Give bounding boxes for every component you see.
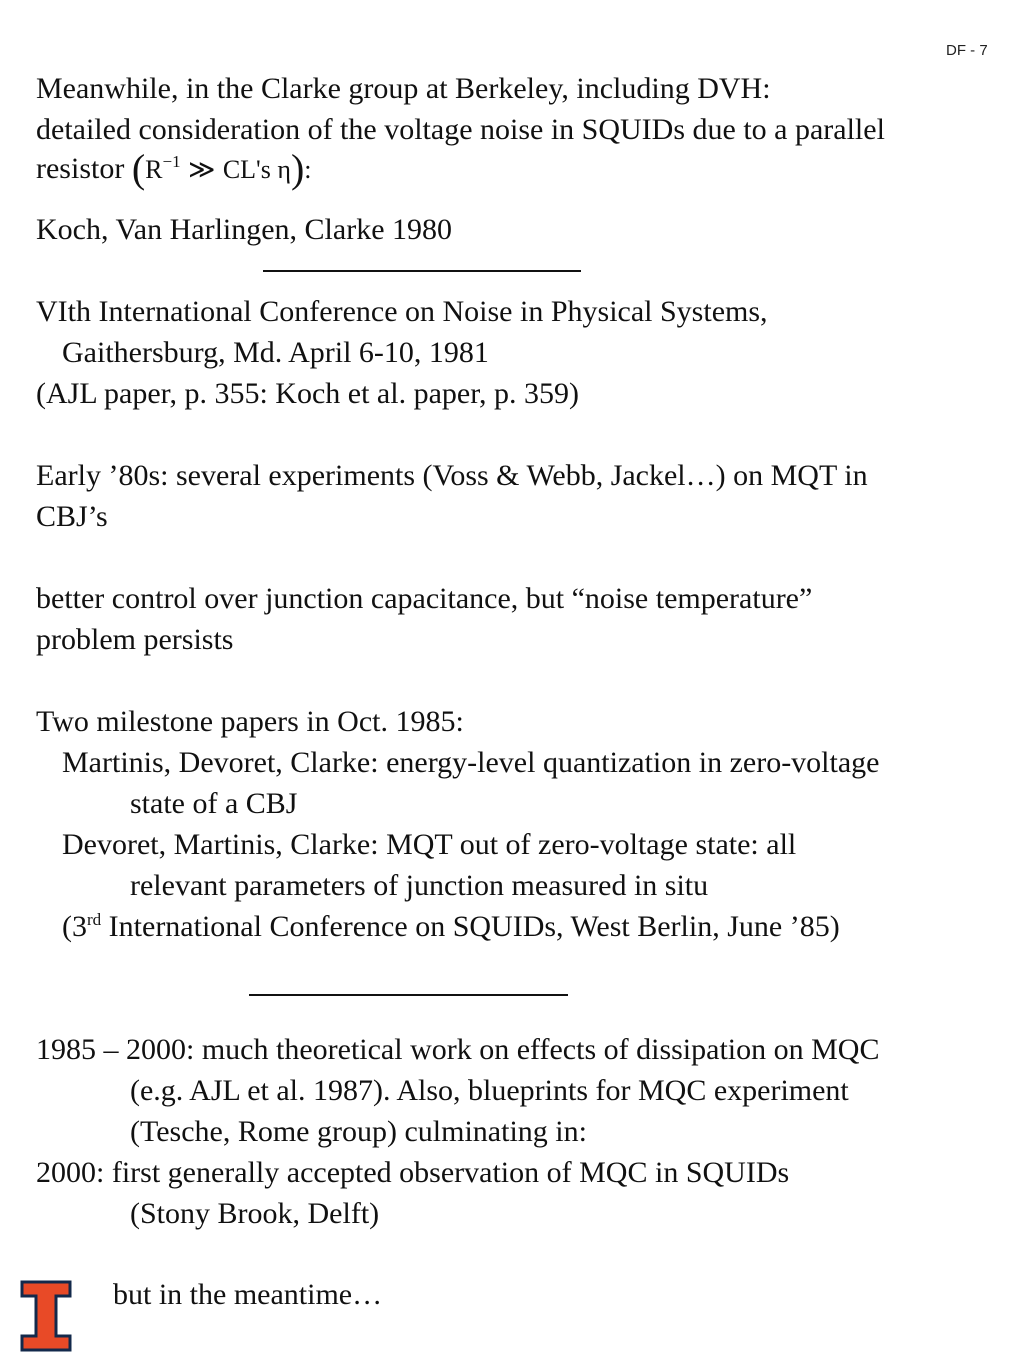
milestone-2-line-1: Devoret, Martinis, Clarke: MQT out of zero-voltage state: all bbox=[62, 828, 797, 861]
formula-rest: CL's η bbox=[222, 155, 291, 184]
slide-number: DF - 7 bbox=[946, 42, 988, 59]
milestones-heading: Two milestone papers in Oct. 1985: bbox=[36, 705, 464, 738]
squid-conference-note bbox=[62, 910, 840, 944]
resistor-word: resistor bbox=[36, 152, 125, 185]
formula-open-paren: ( bbox=[131, 146, 146, 191]
milestone-1-line-2: state of a CBJ bbox=[130, 787, 298, 820]
mqc-line-1: 1985 – 2000: much theoretical work on effects of dissipation on MQC bbox=[36, 1033, 880, 1066]
intro-line-3 bbox=[36, 146, 312, 191]
mqc-line-5: (Stony Brook, Delft) bbox=[130, 1197, 380, 1230]
formula-exponent: −1 bbox=[162, 152, 181, 171]
intro-line-2: detailed consideration of the voltage noise in SQUIDs due to a parallel bbox=[36, 113, 885, 146]
conference-line-1: VIth International Conference on Noise in Physical Systems, bbox=[36, 295, 768, 328]
conf-superscript: rd bbox=[87, 910, 102, 929]
closing-text: but in the meantime… bbox=[113, 1278, 383, 1311]
mqc-line-3: (Tesche, Rome group) culminating in: bbox=[130, 1115, 587, 1148]
formula-close-paren: ) bbox=[290, 146, 305, 191]
mqc-line-2: (e.g. AJL et al. 1987). Also, blueprints for MQC experiment bbox=[130, 1074, 849, 1107]
early80s-line-1: Early ’80s: several experiments (Voss & Webb, Jackel…) on MQT in bbox=[36, 459, 868, 492]
better-control-line-2: problem persists bbox=[36, 623, 234, 656]
milestone-2-line-2: relevant parameters of junction measured in situ bbox=[130, 869, 709, 902]
koch-reference: Koch, Van Harlingen, Clarke 1980 bbox=[36, 213, 453, 246]
conference-line-3: (AJL paper, p. 355: Koch et al. paper, p. 359) bbox=[36, 377, 579, 410]
divider-2 bbox=[249, 994, 568, 996]
early80s-line-2: CBJ’s bbox=[36, 500, 108, 533]
better-control-line-1: better control over junction capacitance, but “noise temperature” bbox=[36, 582, 813, 615]
divider-1 bbox=[263, 270, 581, 272]
illinois-block-i-icon bbox=[20, 1280, 72, 1352]
intro-line-1: Meanwhile, in the Clarke group at Berkeley, including DVH: bbox=[36, 72, 771, 105]
formula-r: R bbox=[145, 155, 163, 184]
milestone-1-line-1: Martinis, Devoret, Clarke: energy-level quantization in zero-voltage bbox=[62, 746, 880, 779]
conference-line-2: Gaithersburg, Md. April 6-10, 1981 bbox=[62, 336, 489, 369]
mqc-line-4: 2000: first generally accepted observation of MQC in SQUIDs bbox=[36, 1156, 790, 1189]
formula-relation: ≫ bbox=[188, 155, 216, 184]
formula-colon: : bbox=[304, 155, 312, 184]
conf-rest: International Conference on SQUIDs, West Berlin, June ’85) bbox=[101, 910, 840, 943]
conf-prefix: (3 bbox=[62, 910, 87, 943]
